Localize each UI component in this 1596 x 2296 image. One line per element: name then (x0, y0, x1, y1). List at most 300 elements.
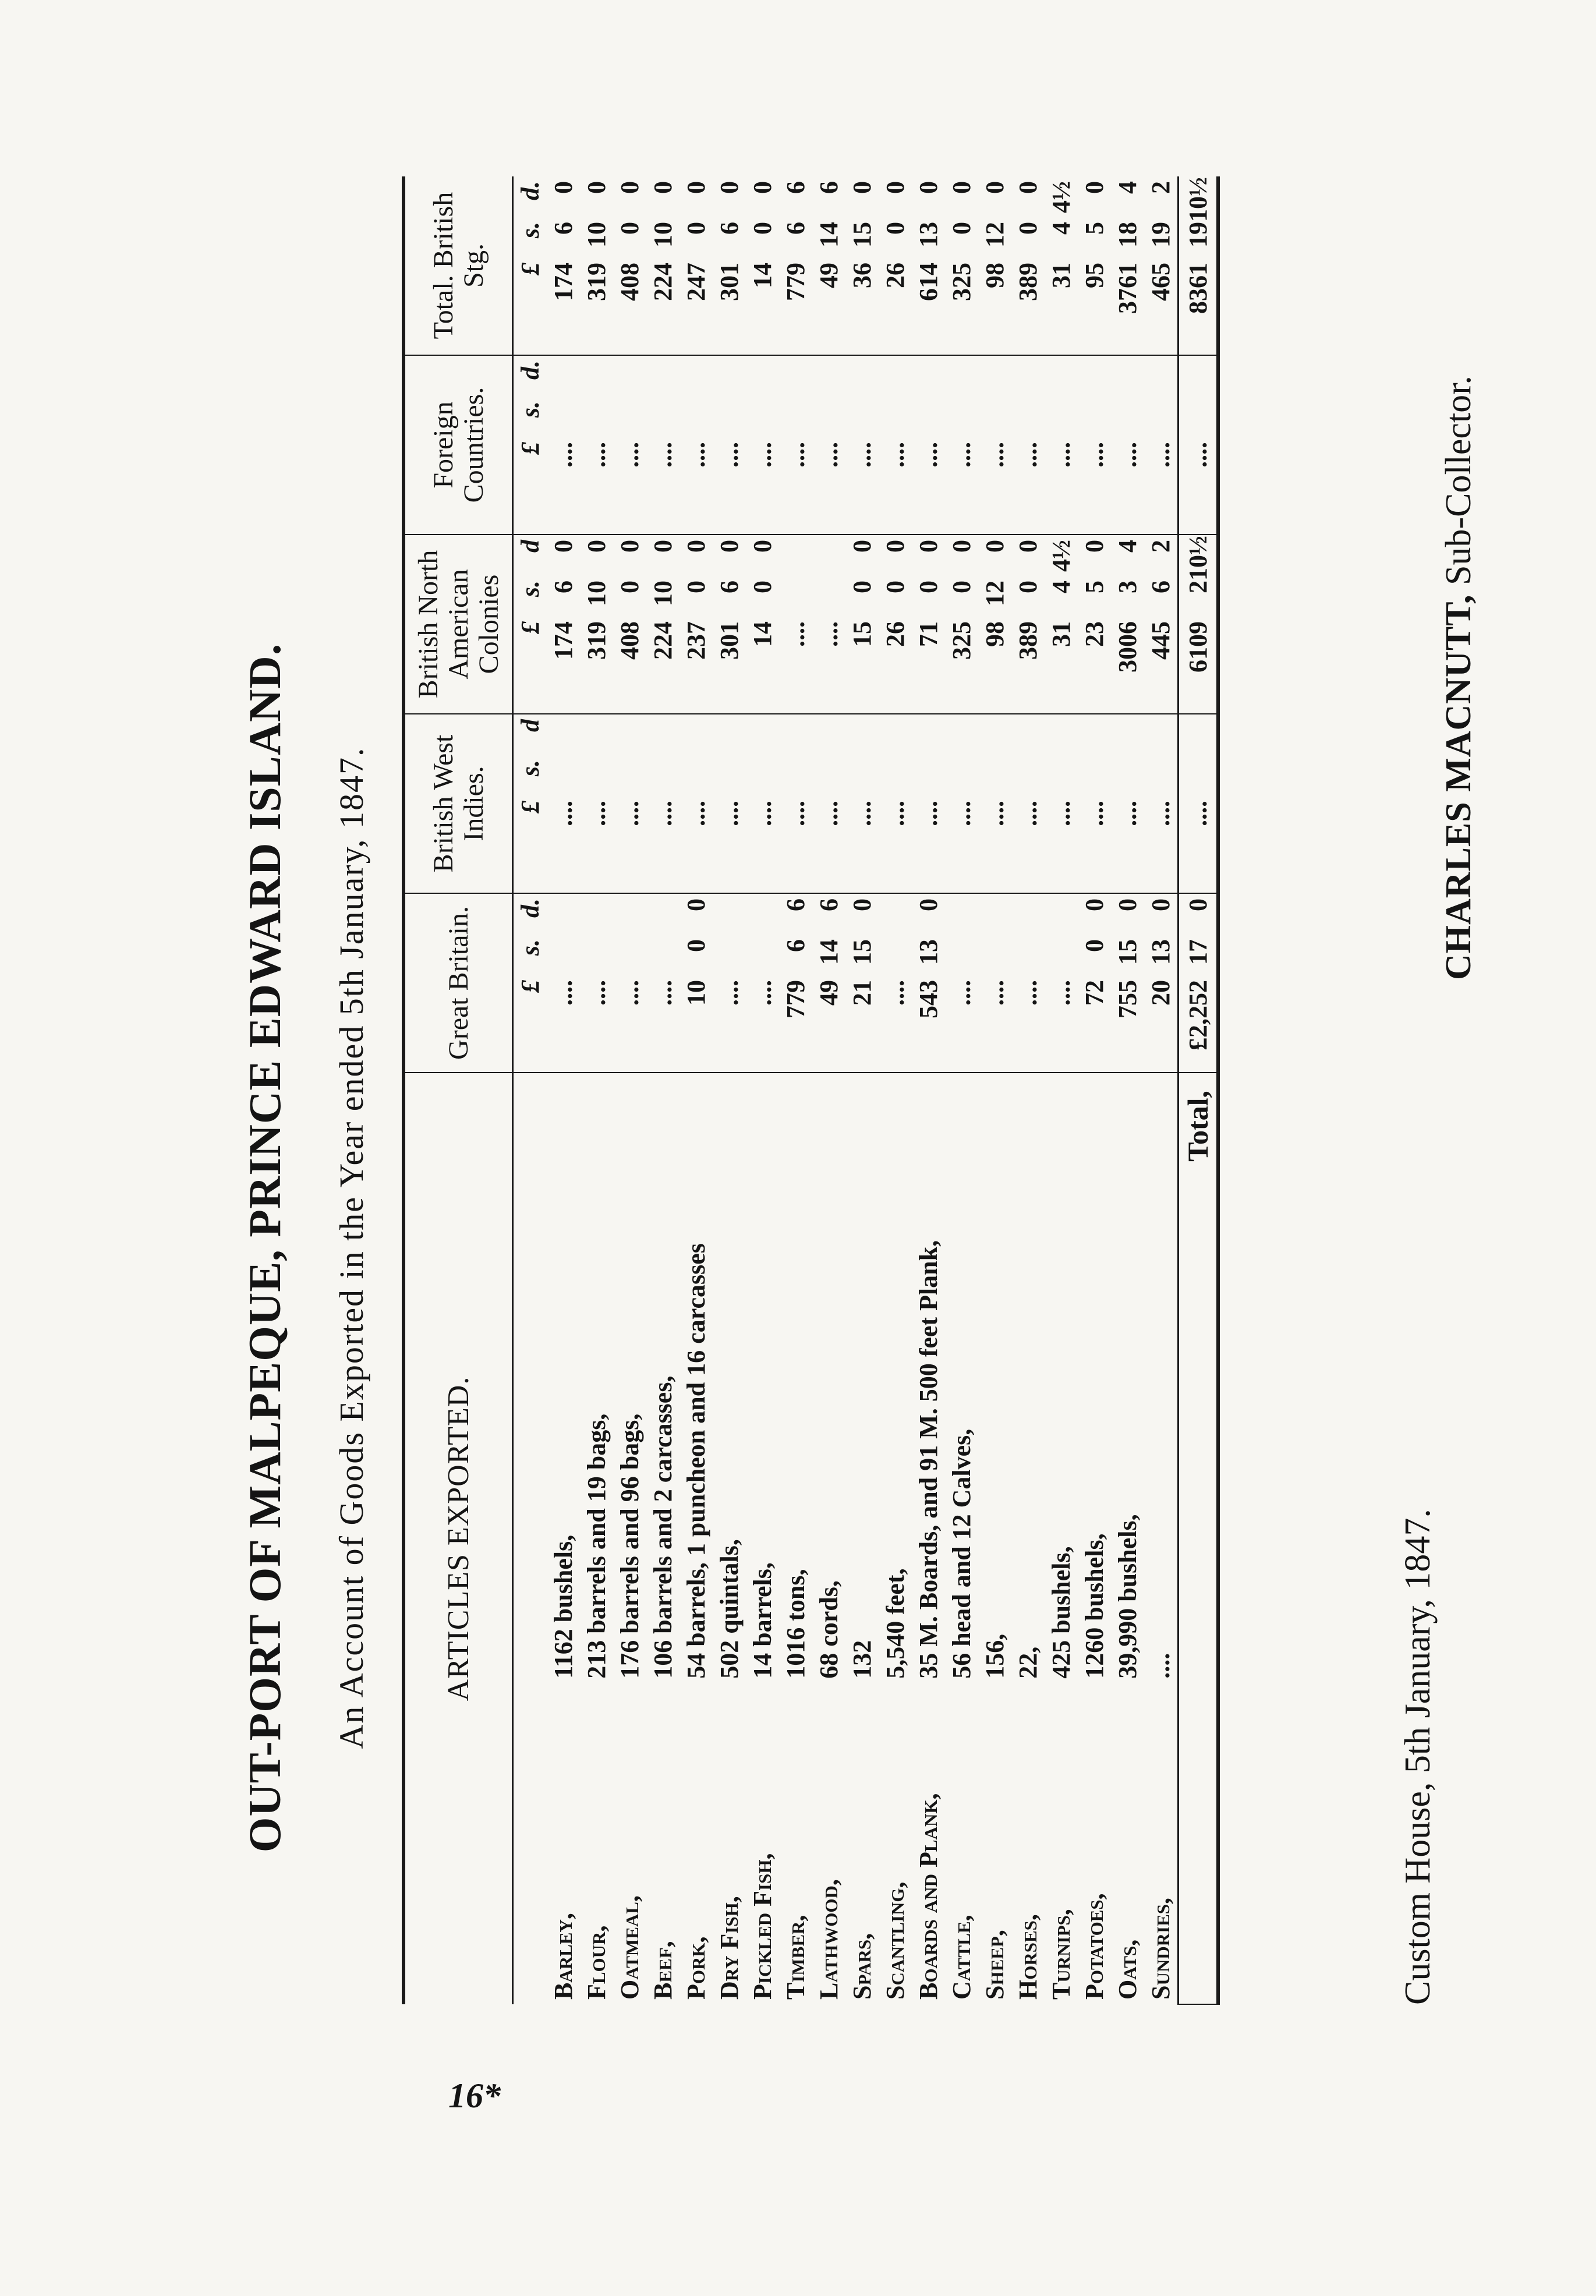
article-quantity: .... (1146, 1653, 1176, 1679)
amount-pence: 0 (881, 540, 910, 553)
cell-west-indies (713, 714, 746, 893)
amount-pence: 0 (947, 181, 976, 194)
amount-pounds: 72 (1080, 980, 1109, 1006)
article-quantity: 68 cords, (815, 1580, 844, 1679)
amount-pounds: 15 (848, 621, 877, 647)
cell-bna-colonies (1045, 535, 1078, 714)
signatory-name: CHARLES MACNUTT, (1439, 594, 1478, 980)
spacer (513, 1073, 547, 1683)
cell-west-indies (945, 714, 978, 893)
cell-bna-colonies (879, 535, 912, 714)
cell-west-indies (812, 714, 845, 893)
amount-pence: 0 (1014, 540, 1043, 553)
table-row (879, 176, 912, 2004)
amount-pounds: 26 (881, 263, 910, 288)
amount-pounds: 319 (582, 263, 611, 301)
cell-great-britain (746, 893, 779, 1073)
amount-pence: 0 (615, 540, 645, 553)
article-name: Lathwood, (815, 1879, 844, 2000)
header-west-indies: British West Indies. (404, 714, 513, 893)
amount-shillings: 19 (1146, 222, 1176, 247)
cell-great-britain (1144, 893, 1179, 1073)
cell-bna-colonies (1078, 535, 1111, 714)
amount-pounds: 445 (1146, 621, 1176, 660)
amount-pounds: £ (516, 621, 545, 634)
article-quantity: 176 barrels and 96 bags, (615, 1413, 645, 1679)
amount-shillings: 13 (1146, 939, 1176, 965)
cell-total (879, 176, 912, 355)
cell-great-britain (1045, 893, 1078, 1073)
amount-shillings: 0 (881, 222, 910, 235)
cell-great-britain (1111, 893, 1144, 1073)
cell-total (1011, 176, 1045, 355)
cell-bna-colonies (746, 535, 779, 714)
cell-great-britain (547, 893, 580, 1073)
amount-pounds: 3006 (1113, 621, 1142, 673)
amount-shillings: 0 (947, 222, 976, 235)
cell-great-britain (1179, 893, 1219, 1073)
amount-pounds: .... (781, 801, 811, 826)
amount-pounds: 71 (914, 621, 943, 647)
table-row (746, 176, 779, 2004)
amount-shillings: 12 (981, 222, 1010, 247)
amount-pounds: 543 (914, 980, 943, 1018)
article-name: Spars, (848, 1933, 877, 2000)
amount-pounds: .... (947, 442, 976, 468)
amount-shillings: s. (516, 760, 545, 777)
cell-great-britain (879, 893, 912, 1073)
cell-great-britain (646, 893, 680, 1073)
cell-foreign (945, 355, 978, 535)
table-row (945, 176, 978, 2004)
cell-great-britain (812, 893, 845, 1073)
amount-pounds: 389 (1014, 621, 1043, 660)
amount-shillings: 0 (615, 581, 645, 593)
cell-foreign (513, 355, 547, 535)
amount-pounds: .... (881, 801, 910, 826)
cell-bna-colonies (547, 535, 580, 714)
article-quantity: 132 (848, 1640, 877, 1679)
cell-west-indies (978, 714, 1011, 893)
amount-pence: 0 (947, 540, 976, 553)
article-name: Pork, (682, 1936, 711, 2000)
units-row (513, 176, 547, 2004)
article-name: Beef, (649, 1941, 678, 2000)
amount-shillings: 0 (682, 222, 711, 235)
amount-pence: 0 (615, 181, 645, 194)
cell-bna-colonies (1011, 535, 1045, 714)
amount-pence: 0 (582, 181, 611, 194)
amount-pounds: 779 (781, 263, 811, 301)
amount-pounds: .... (549, 801, 578, 826)
amount-shillings: 0 (848, 581, 877, 593)
amount-pence: 0 (1183, 898, 1212, 911)
amount-pounds: .... (947, 801, 976, 826)
cell-total (1111, 176, 1144, 355)
amount-shillings: 0 (881, 581, 910, 593)
cell-total (680, 176, 713, 355)
amount-pence: 10½ (1183, 536, 1212, 581)
amount-pounds: 408 (615, 621, 645, 660)
amount-pounds: .... (1014, 801, 1043, 826)
cell-foreign (613, 355, 646, 535)
amount-pounds: 755 (1113, 980, 1142, 1018)
cell-total (1078, 176, 1111, 355)
amount-pounds: 95 (1080, 263, 1109, 288)
cell-west-indies (912, 714, 945, 893)
amount-pounds: .... (1113, 442, 1142, 468)
amount-pounds: 6109 (1183, 621, 1212, 673)
table-row (580, 176, 613, 2004)
cell-great-britain (1078, 893, 1111, 1073)
article-name: Pickled Fish, (748, 1853, 777, 2000)
cell-west-indies (613, 714, 646, 893)
article-quantity: 106 barrels and 2 carcasses, (649, 1375, 678, 1679)
cell-foreign (1111, 355, 1144, 535)
amount-shillings: s. (516, 939, 545, 956)
article-quantity: 5,540 feet, (881, 1568, 910, 1679)
article-quantity: 54 barrels, 1 puncheon and 16 carcasses (682, 1243, 711, 1679)
amount-pence: 4 (1113, 181, 1142, 194)
amount-pounds: £ (516, 980, 545, 993)
amount-shillings: 15 (848, 222, 877, 247)
amount-pounds: 23 (1080, 621, 1109, 647)
table-row (1111, 176, 1144, 2004)
amount-shillings: 0 (947, 581, 976, 593)
cell-west-indies (513, 714, 547, 893)
cell-bna-colonies (1144, 535, 1179, 714)
amount-pence: 0 (748, 181, 777, 194)
amount-pounds: 31 (1047, 621, 1076, 647)
amount-pence: 0 (914, 898, 943, 911)
cell-total (812, 176, 845, 355)
amount-pounds: .... (815, 801, 844, 826)
amount-pounds: 174 (549, 621, 578, 660)
amount-pounds: .... (582, 980, 611, 1006)
amount-shillings: 6 (715, 222, 744, 235)
header-foreign: Foreign Countries. (404, 355, 513, 535)
amount-pounds: 237 (682, 621, 711, 660)
article-name: Oats, (1113, 1939, 1142, 2000)
amount-shillings: s. (516, 222, 545, 239)
header-total: Total. British Stg. (404, 176, 513, 355)
amount-pounds: .... (981, 801, 1010, 826)
article-quantity: 35 M. Boards, and 91 M. 500 feet Plank, (914, 1240, 943, 1679)
amount-pence: 0 (1080, 181, 1109, 194)
amount-pounds: £ (516, 442, 545, 455)
cell-great-britain (713, 893, 746, 1073)
cell-bna-colonies (978, 535, 1011, 714)
cell-west-indies (845, 714, 879, 893)
cell-west-indies (547, 714, 580, 893)
table-row (1078, 176, 1111, 2004)
cell-foreign (779, 355, 812, 535)
article-name: Scantling, (881, 1881, 910, 2000)
amount-pounds: .... (1047, 442, 1076, 468)
amount-pounds: .... (1113, 801, 1142, 826)
amount-pounds: 319 (582, 621, 611, 660)
amount-pence: 0 (1146, 898, 1176, 911)
cell-west-indies (580, 714, 613, 893)
amount-pounds: .... (549, 980, 578, 1006)
amount-pounds: .... (947, 980, 976, 1006)
amount-shillings: 13 (914, 939, 943, 965)
amount-pence: 0 (649, 181, 678, 194)
amount-pounds: 174 (549, 263, 578, 301)
total-label: Total, (1179, 1073, 1219, 2004)
amount-pounds: 408 (615, 263, 645, 301)
amount-shillings: 3 (1113, 581, 1142, 593)
article-name: Dry Fish, (715, 1896, 744, 2000)
amount-pounds: 98 (981, 621, 1010, 647)
table-row (1144, 176, 1179, 2004)
table-row (812, 176, 845, 2004)
amount-shillings: 6 (781, 939, 811, 952)
cell-foreign (646, 355, 680, 535)
amount-pence: 6 (781, 181, 811, 194)
amount-pounds: 389 (1014, 263, 1043, 301)
amount-shillings: 14 (815, 939, 844, 965)
amount-pounds: .... (748, 801, 777, 826)
amount-pounds: £ (516, 263, 545, 275)
cell-great-britain (845, 893, 879, 1073)
total-row (1179, 176, 1219, 2004)
amount-pounds: 224 (649, 621, 678, 660)
amount-pounds: .... (715, 801, 744, 826)
cell-great-britain (912, 893, 945, 1073)
amount-shillings: 0 (914, 581, 943, 593)
amount-pounds: .... (1080, 801, 1109, 826)
amount-pounds: .... (615, 442, 645, 468)
article-quantity: 156, (981, 1633, 1010, 1679)
amount-pence: 0 (748, 540, 777, 553)
amount-shillings: 10 (649, 581, 678, 606)
page-subtitle: An Account of Goods Exported in the Year ended 5th January, 1847. (332, 747, 370, 1749)
amount-pounds: .... (1047, 801, 1076, 826)
table-row (613, 176, 646, 2004)
article-quantity: 1162 bushels, (549, 1534, 578, 1679)
amount-shillings: 15 (1113, 939, 1142, 965)
cell-foreign (746, 355, 779, 535)
amount-pence: d. (516, 181, 545, 200)
table-row (646, 176, 680, 2004)
amount-shillings: 10 (649, 222, 678, 247)
cell-west-indies (1011, 714, 1045, 893)
cell-west-indies (1144, 714, 1179, 893)
amount-pounds: .... (1080, 442, 1109, 468)
amount-shillings: 6 (549, 222, 578, 235)
cell-bna-colonies (945, 535, 978, 714)
amount-pounds: 26 (881, 621, 910, 647)
cell-total (779, 176, 812, 355)
amount-pounds: .... (649, 801, 678, 826)
amount-pence: 0 (715, 181, 744, 194)
amount-pounds: .... (715, 980, 744, 1006)
signature-block (1438, 376, 1480, 980)
article-name: Barley, (549, 1913, 578, 2000)
cell-great-britain (1011, 893, 1045, 1073)
amount-pence: d (516, 540, 545, 553)
cell-great-britain (613, 893, 646, 1073)
amount-pounds: .... (1183, 801, 1212, 826)
amount-pence: 4 (1113, 540, 1142, 553)
cell-bna-colonies (1179, 535, 1219, 714)
amount-shillings: 10 (582, 581, 611, 606)
amount-pence: 0 (549, 540, 578, 553)
amount-pence: 0 (1113, 898, 1142, 911)
signatory-title: Sub-Collector. (1439, 376, 1478, 586)
amount-pence: 10½ (1183, 177, 1212, 222)
amount-pounds: .... (582, 442, 611, 468)
article-name: Horses, (1014, 1914, 1043, 2000)
table-row (547, 176, 580, 2004)
amount-pounds: 21 (848, 980, 877, 1006)
cell-foreign (978, 355, 1011, 535)
cell-bna-colonies (713, 535, 746, 714)
cell-bna-colonies (513, 535, 547, 714)
cell-west-indies (1111, 714, 1144, 893)
amount-shillings: 0 (1014, 581, 1043, 593)
cell-great-britain (978, 893, 1011, 1073)
amount-shillings: 18 (1113, 222, 1142, 247)
amount-pence: 0 (1080, 540, 1109, 553)
cell-foreign (912, 355, 945, 535)
amount-pounds: .... (981, 980, 1010, 1006)
amount-pence: 2 (1146, 540, 1176, 553)
cell-total (1179, 176, 1219, 355)
amount-pounds: .... (748, 442, 777, 468)
cell-total (1144, 176, 1179, 355)
amount-pounds: .... (781, 442, 811, 468)
amount-pounds: 10 (682, 980, 711, 1006)
article-name: Boards and Plank, (914, 1793, 943, 2000)
amount-pence: 0 (848, 898, 877, 911)
amount-shillings: 0 (615, 222, 645, 235)
amount-pounds: 224 (649, 263, 678, 301)
article-quantity: 14 barrels, (748, 1562, 777, 1679)
cell-great-britain (513, 893, 547, 1073)
table-body (513, 176, 1219, 2004)
cell-bna-colonies (845, 535, 879, 714)
amount-pence: 0 (682, 898, 711, 911)
cell-foreign (1045, 355, 1078, 535)
article-name: Turnips, (1047, 1909, 1076, 2000)
article-name: Sheep, (981, 1930, 1010, 2000)
amount-pounds: £ (516, 801, 545, 813)
article-quantity: 1260 bushels, (1080, 1533, 1109, 1679)
cell-foreign (879, 355, 912, 535)
amount-pounds: 49 (815, 980, 844, 1006)
cell-bna-colonies (812, 535, 845, 714)
amount-pence: 0 (649, 540, 678, 553)
amount-shillings: 10 (582, 222, 611, 247)
amount-pence: 6 (815, 181, 844, 194)
amount-pounds: £2,252 (1183, 980, 1212, 1050)
cell-bna-colonies (613, 535, 646, 714)
article-quantity: 22, (1014, 1646, 1043, 1679)
cell-total (513, 176, 547, 355)
cell-foreign (812, 355, 845, 535)
article-name: Potatoes, (1080, 1893, 1109, 2000)
amount-pence: d (516, 719, 545, 732)
cell-total (1045, 176, 1078, 355)
amount-pounds: .... (1146, 801, 1176, 826)
amount-pence: 0 (981, 540, 1010, 553)
table-row (779, 176, 812, 2004)
header-great-britain: Great Britain. (404, 893, 513, 1073)
amount-pounds: .... (815, 442, 844, 468)
amount-shillings: 0 (748, 222, 777, 235)
amount-pounds: .... (748, 980, 777, 1006)
cell-great-britain (580, 893, 613, 1073)
amount-pounds: .... (1146, 442, 1176, 468)
cell-foreign (713, 355, 746, 535)
cell-bna-colonies (779, 535, 812, 714)
cell-bna-colonies (912, 535, 945, 714)
table-row (713, 176, 746, 2004)
cell-foreign (680, 355, 713, 535)
page-number: 16* (448, 2076, 501, 2115)
amount-pence: d. (516, 898, 545, 918)
amount-pounds: .... (549, 442, 578, 468)
cell-west-indies (1179, 714, 1219, 893)
amount-pounds: .... (582, 801, 611, 826)
article-name: Sundries, (1146, 1897, 1176, 2000)
page-title: OUT-PORT OF MALPEQUE, PRINCE EDWARD ISLAND. (239, 643, 290, 1853)
article-quantity: 502 quintals, (715, 1539, 744, 1679)
amount-pounds: .... (881, 442, 910, 468)
amount-shillings: 6 (781, 222, 811, 235)
amount-shillings: 14 (815, 222, 844, 247)
article-quantity: 56 head and 12 Calves, (947, 1428, 976, 1679)
article-name: Timber, (781, 1915, 811, 2000)
article-name: Oatmeal, (615, 1895, 645, 2000)
cell-west-indies (879, 714, 912, 893)
table-row (680, 176, 713, 2004)
table-row (912, 176, 945, 2004)
amount-pence: 4½ (1047, 181, 1076, 213)
exports-table (402, 176, 1220, 2005)
table-row (978, 176, 1011, 2004)
cell-foreign (1179, 355, 1219, 535)
amount-pounds: 98 (981, 263, 1010, 288)
amount-shillings: 12 (981, 581, 1010, 606)
amount-pence: 0 (848, 540, 877, 553)
amount-pence: 0 (715, 540, 744, 553)
amount-shillings: 0 (1014, 222, 1043, 235)
cell-total (713, 176, 746, 355)
header-bna-colonies: British North American Colonies (404, 535, 513, 714)
cell-great-britain (779, 893, 812, 1073)
amount-shillings: 5 (1080, 222, 1109, 235)
amount-shillings: 0 (682, 939, 711, 952)
cell-foreign (1011, 355, 1045, 535)
amount-pounds: 325 (947, 621, 976, 660)
amount-pounds: .... (914, 801, 943, 826)
amount-pounds: .... (848, 442, 877, 468)
article-name: Flour, (582, 1925, 611, 2000)
cell-great-britain (945, 893, 978, 1073)
amount-pence: 0 (881, 181, 910, 194)
amount-pounds: 14 (748, 263, 777, 288)
article-quantity: 1016 tons, (781, 1569, 811, 1679)
amount-shillings: s. (516, 581, 545, 597)
cell-total (547, 176, 580, 355)
article-quantity: 425 bushels, (1047, 1546, 1076, 1679)
amount-pounds: .... (981, 442, 1010, 468)
amount-shillings: 0 (682, 581, 711, 593)
amount-pence: 0 (682, 540, 711, 553)
